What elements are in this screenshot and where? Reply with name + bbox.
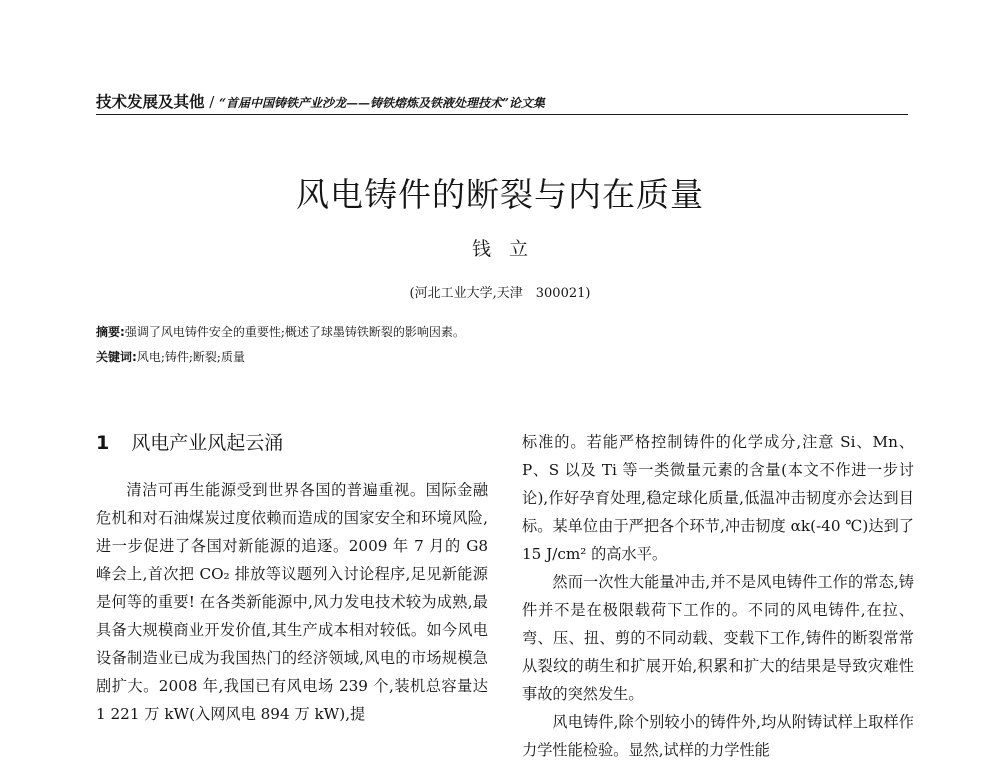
running-header bbox=[96, 91, 908, 113]
abstract-label: 摘要: bbox=[96, 325, 125, 339]
keywords-text: 风电;铸件;断裂;质量 bbox=[136, 350, 245, 364]
right-column bbox=[522, 428, 914, 764]
affiliation: (河北工业大学,天津 300021) bbox=[409, 286, 591, 301]
section-number: 1 bbox=[96, 432, 110, 454]
paragraph: 标准的。若能严格控制铸件的化学成分,注意 Si、Mn、P、S 以及 Ti 等一类微量元素的含量(本文不作进一步讨论),作好孕育处理,稳定球化质量,低温冲击韧度亦会达到目标。某单位由于严把各个环节,冲击韧度 αk(-40 ℃)达到了 15 J/cm² 的高水平。 bbox=[522, 433, 914, 563]
header-rule bbox=[96, 114, 908, 115]
abstract-text: 强调了风电铸件安全的重要性;概述了球墨铸铁断裂的影响因素。 bbox=[124, 325, 465, 339]
keywords bbox=[96, 348, 908, 366]
keywords-label: 关键词: bbox=[96, 350, 137, 364]
paper-title: 风电铸件的断裂与内在质量 bbox=[296, 175, 704, 214]
section-heading bbox=[96, 428, 488, 464]
paragraph: 清洁可再生能源受到世界各国的普遍重视。国际金融危机和对石油煤炭过度依赖而造成的国家安全和环境风险,进一步促进了各国对新能源的追逐。2009 年 7 月的 G8 峰会上,首次把 CO₂ 排放等议题列入讨论程序,足见新能源是何等的重要! 在各类新能源中,风力发电技术较为成熟,最具备大规模商业开发价值,其生产成本相对较低。如今风电设备制造业已成为我国热门的经济领域,风电的市场规模急剧扩大。2008 年,我国已有风电场 239 个,装机总容量达 1 221 万 kW(入网风电 894 万 kW),提 bbox=[96, 481, 488, 723]
section-title: 风电产业风起云涌 bbox=[131, 432, 284, 454]
header-subtitle: “首届中国铸铁产业沙龙——铸铁熔炼及铁液处理技术”论文集 bbox=[219, 96, 545, 110]
abstract bbox=[96, 323, 908, 341]
paragraph: 风电铸件,除个别较小的铸件外,均从附铸试样上取样作力学性能检验。显然,试样的力学性能 bbox=[522, 713, 914, 759]
left-column bbox=[96, 428, 488, 728]
header-separator: / bbox=[204, 93, 220, 111]
paragraph: 然而一次性大能量冲击,并不是风电铸件工作的常态,铸件并不是在极限载荷下工作的。不同的风电铸件,在拉、弯、压、扭、剪的不同动载、变载下工作,铸件的断裂常常从裂纹的萌生和扩展开始,积累和扩大的结果是导致灾难性事故的突然发生。 bbox=[522, 573, 914, 703]
header-section: 技术发展及其他 bbox=[96, 93, 205, 111]
author: 钱立 bbox=[471, 238, 546, 260]
